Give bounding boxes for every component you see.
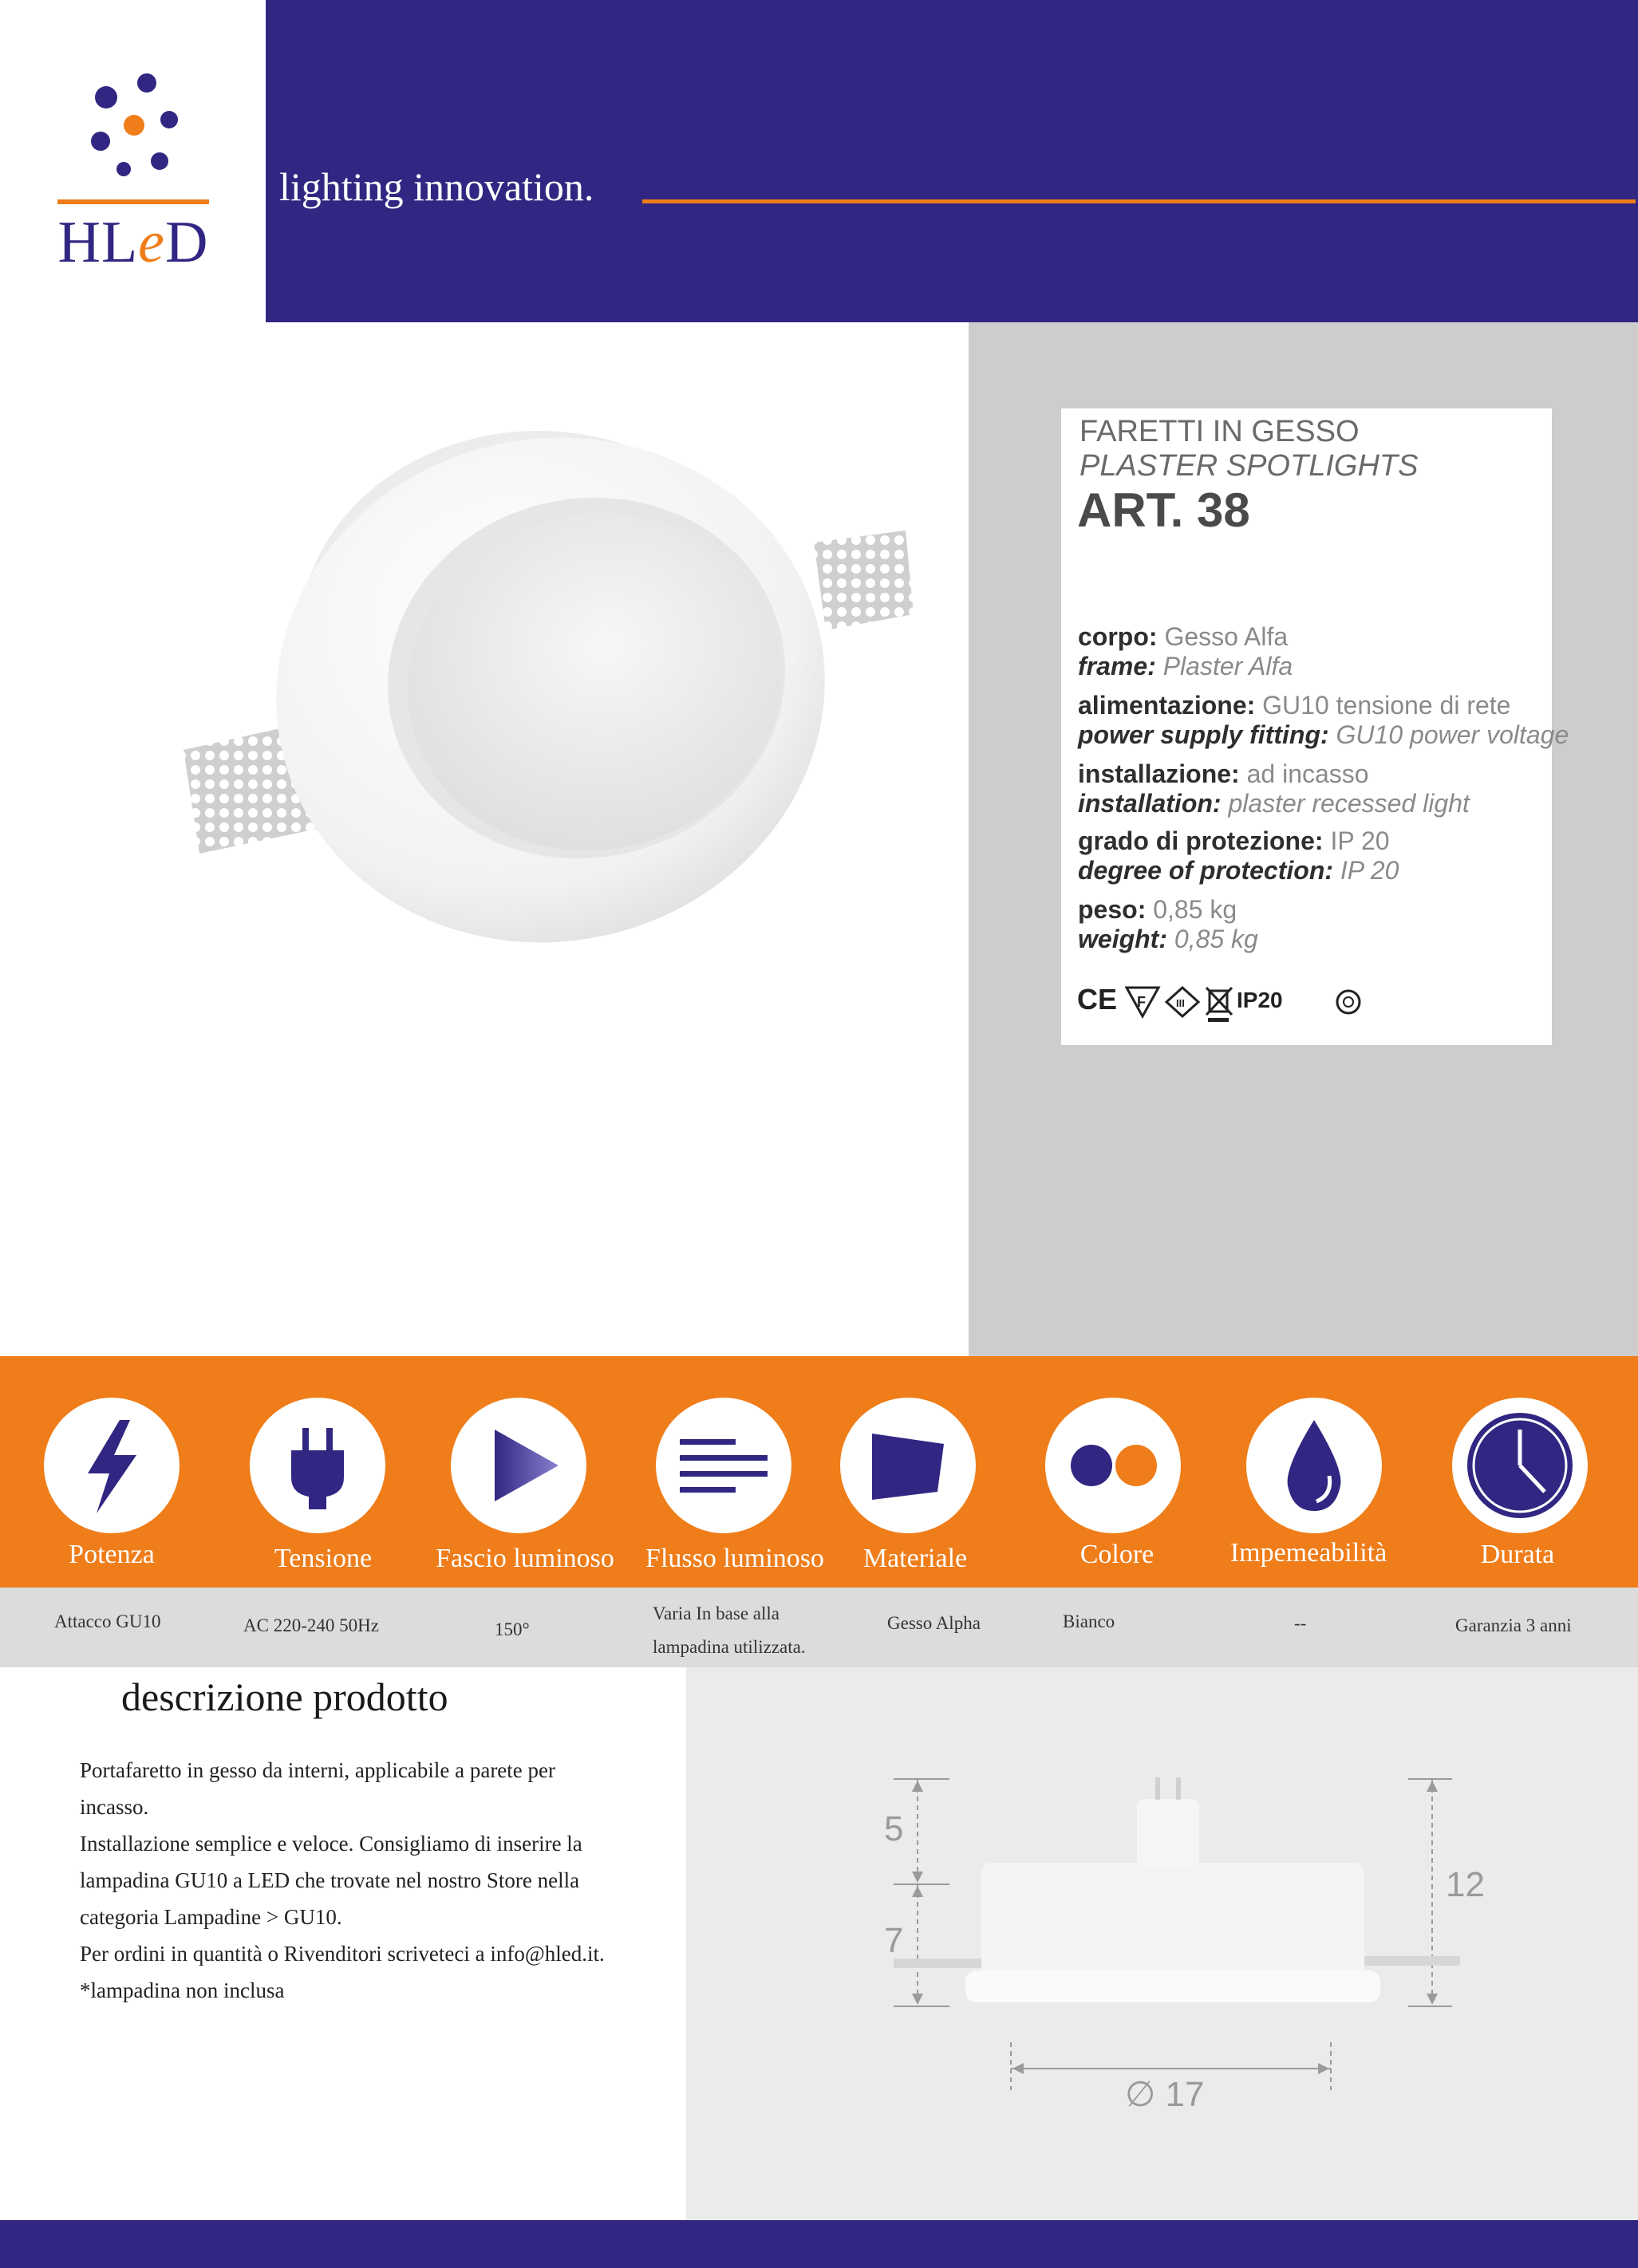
dimension-total-height: 12 xyxy=(1446,1865,1485,1904)
value-impermeabilita: -- xyxy=(1294,1613,1307,1633)
description-line: categoria Lampadine > GU10. xyxy=(80,1905,342,1929)
ce-mark-icon: CE xyxy=(1077,983,1118,1016)
value-tensione: AC 220-240 50Hz xyxy=(243,1615,379,1635)
description-title: descrizione prodotto xyxy=(121,1674,448,1719)
spec-power-en: power supply fitting: GU10 power voltage xyxy=(1078,720,1569,749)
brand-tagline: lighting innovation. xyxy=(279,164,594,209)
dimension-top-height: 5 xyxy=(884,1809,904,1848)
plug-icon xyxy=(250,1398,385,1533)
svg-text:F: F xyxy=(1137,994,1146,1010)
feature-label-potenza: Potenza xyxy=(69,1540,155,1569)
description-line: lampadina GU10 a LED che trovate nel nostro Store nella xyxy=(80,1868,580,1892)
feature-label-durata: Durata xyxy=(1480,1540,1555,1569)
description-line: Per ordini in quantità o Rivenditori scriveteci a info@hled.it. xyxy=(80,1942,605,1966)
footer-band xyxy=(0,2220,1638,2268)
svg-text:III: III xyxy=(1176,997,1185,1009)
description-line: Installazione semplice e veloce. Consigliamo di inserire la xyxy=(80,1832,582,1856)
color-dots-icon xyxy=(1045,1398,1181,1533)
spec-install-it: installazione: ad incasso xyxy=(1078,759,1369,788)
logo-wordmark: HLeD xyxy=(57,210,209,275)
product-image xyxy=(160,375,941,1029)
spec-protection-it: grado di protezione: IP 20 xyxy=(1078,826,1390,855)
dimension-diameter: ∅ 17 xyxy=(1125,2075,1205,2114)
certification-icons xyxy=(1077,980,1412,1028)
beam-angle-icon xyxy=(451,1398,586,1533)
logo-dots-icon xyxy=(48,64,223,207)
header-band xyxy=(266,0,1638,322)
article-number: ART. 38 xyxy=(1077,483,1250,537)
lightning-icon xyxy=(44,1398,180,1533)
feature-label-colore: Colore xyxy=(1080,1540,1154,1569)
description-body xyxy=(80,1752,638,2009)
feature-label-impermeabilita: Impemeabilità xyxy=(1229,1538,1387,1568)
spec-body-it: corpo: Gesso Alfa xyxy=(1078,622,1289,651)
spec-weight-it: peso: 0,85 kg xyxy=(1078,895,1237,924)
value-flusso-line2: lampadina utilizzata. xyxy=(653,1637,806,1657)
description-line: incasso. xyxy=(80,1795,149,1819)
lines-icon xyxy=(656,1398,791,1533)
spec-body-en: frame: Plaster Alfa xyxy=(1078,652,1293,680)
description-line: *lampadina non inclusa xyxy=(80,1978,285,2002)
tagline-rule xyxy=(642,199,1636,203)
clock-icon xyxy=(1452,1398,1588,1533)
material-icon xyxy=(840,1398,976,1533)
feature-label-fascio: Fascio luminoso xyxy=(436,1544,614,1573)
feature-label-materiale: Materiale xyxy=(862,1544,968,1573)
dimension-bottom-height: 7 xyxy=(884,1921,904,1960)
spec-install-en: installation: plaster recessed light xyxy=(1078,789,1470,818)
value-fascio: 150° xyxy=(495,1619,530,1639)
category-english: PLASTER SPOTLIGHTS xyxy=(1080,449,1419,483)
value-potenza: Attacco GU10 xyxy=(54,1611,161,1631)
spec-power-it: alimentazione: GU10 tensione di rete xyxy=(1078,691,1511,720)
feature-label-flusso: Flusso luminoso xyxy=(645,1544,824,1573)
value-colore: Bianco xyxy=(1063,1611,1115,1631)
water-drop-icon xyxy=(1246,1398,1382,1533)
spec-weight-en: weight: 0,85 kg xyxy=(1078,925,1258,953)
value-materiale: Gesso Alpha xyxy=(887,1613,981,1633)
description-line: Portafaretto in gesso da interni, applicabile a parete per xyxy=(80,1758,556,1782)
logo-rule xyxy=(57,199,209,204)
value-durata: Garanzia 3 anni xyxy=(1455,1615,1572,1635)
category-italian: FARETTI IN GESSO xyxy=(1080,415,1360,448)
value-flusso-line1: Varia In base alla xyxy=(653,1603,780,1623)
ip20-label: IP20 xyxy=(1237,988,1283,1012)
spec-protection-en: degree of protection: IP 20 xyxy=(1078,856,1399,885)
feature-label-tensione: Tensione xyxy=(274,1544,373,1573)
